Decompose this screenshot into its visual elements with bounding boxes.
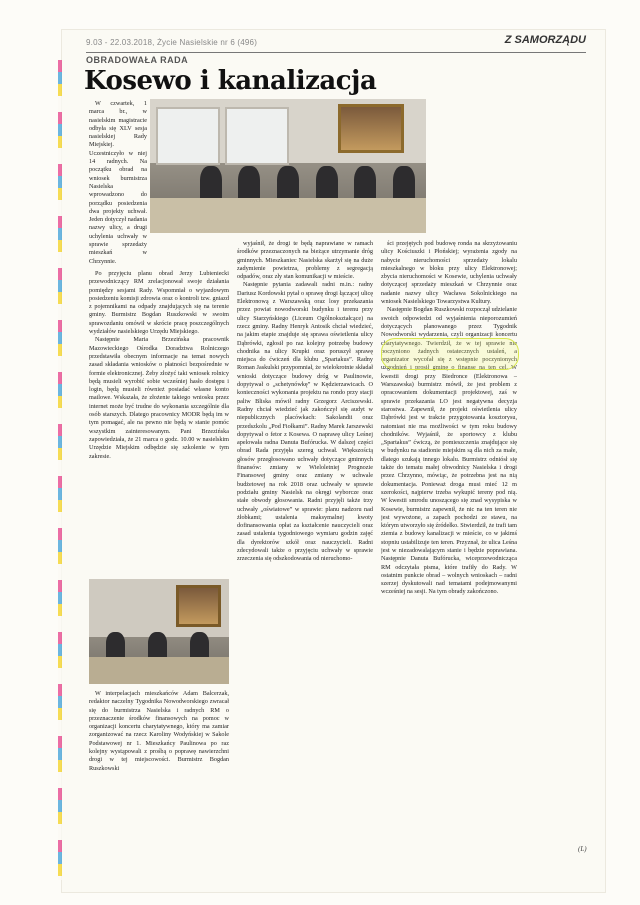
photo-table xyxy=(150,198,426,233)
photo-painting xyxy=(176,585,221,627)
photo-person xyxy=(354,166,376,201)
photo-person xyxy=(277,166,299,201)
article-column-1-body xyxy=(89,270,229,574)
section-name: Z SAMORZĄDU xyxy=(504,34,586,46)
paragraph: W interpelacjach mieszkańców Adam Balcerzak, redaktor naczelny Tygodnika Nowodworskiego zwracał się do burmistrza Nasielska i radnych RM o przeznaczenie środków finansowych na pomoc w organizacji koncertu charytatywnego, który ma zamiar zorganizować na rzecz Karoliny Wodyńskiej w Sakole Podstawowej nr 1. Mieszkańcy Paulinowa po raz kolejny wystąpowali z prośbą o poprawę nawierzchni drogi w tej miejscowości. Burmistrz Bogdan Ruszkowski xyxy=(89,690,229,772)
issue-date: 9.03 - 22.03.2018, Życie Nasielskie nr 6 (496) xyxy=(86,38,258,47)
photo-table xyxy=(89,657,229,684)
photo-window xyxy=(225,107,290,165)
photo-person xyxy=(190,632,210,659)
photo-person xyxy=(148,632,168,659)
paragraph: Następnie pytania zadawali radni m.in.: radny Dariusz Kordowski pytał o sprawę drogi łączącej ulicę Elektronową z Warszawską oraz losy przekazania przez powiat nowodworski budynku i terenu przy ulicy Starzyńskiego (Liceum Ogólnokształcące) na rzecz gminy. Radny Henryk Antosik chciał wiedzieć, na jakim etapie znajduje się sprawa oświetlenia ulicy Dąbrówki, zgłosił po raz kolejny potrzebę budowy chodnika na ulicy Krupki oraz poruszył sprawę miejsca do ćwiczeń dla klubu „Spartakus”. Radny Roman Jaskulski przypomniał, że wielokrotnie składał wnioski dotyczące budowy dróg w Paulinowie, dopytywał o „schetynówkę” w Kędzierzawicach. O konieczności wykonania projektu na rondo przy stacji paliw Bliska mówił radny Grzegorz Arciszewski. Radny chciał wiedzieć jak zakończył się audyt w niepublicznych placówkach: Sakolandii oraz przedszkolu „Pod Fiołkami”. Radny Marek Jarszewski dopytywał o fetor z Kosewa. O naprawę ulicy Leśnej apelowała radna Danuta Bufórucka. W dalszej części obrad Rada przyjęła szereg uchwał. Większością głosów przegłosowano uchwały dotyczące gminnych finansów: zmiany w Wieloletniej Prognozie Finansowej gminy oraz zmiany w uchwale budżetowej na rok 2018 oraz uchwały w sprawie podziału gminy Nasielsk na okręgi wyborcze oraz stałe obwody głosowania. Radni przyjęli także trzy uchwały „oświatowe” w sprawie: planu nadzoru nad żłobkami; ustalenia maksymalnej kwoty dofinansowania opłat za kształcenie nauczycieli oraz zasad ustalenia tygodniowego wymiaru godzin zajęć dla dyrektorów szkół oraz nauczycieli. Radni zdecydowali także o przyjęciu uchwały w sprawie zrzeczenia się odszkodowania od nieruchomo- xyxy=(237,281,373,563)
paragraph: wyjaśnił, że drogi te będą naprawiane w ramach środków przeznaczonych na bieżące utrzymanie dróg gminnych. Mieszkaniec Nasielska skarżył się na duże zadymienie powietrza, problemy z segregacją odpadów, oraz zły stan komunikacji w mieście. xyxy=(237,240,373,281)
paragraph: Po przyjęciu planu obrad Jerzy Lubieniecki przewodniczący RM zrelacjonował swoje działania pomiędzy sesjami Rady. Wspomniał o wyjazdowym posiedzeniu komisji zdrowia oraz o kontroli tzw. gniazd z pojemnikami na odpady znajdujących się na terenie gminy. Burmistrz Bogdan Ruszkowski w swoim sprawozdaniu omówił w skrócie pracę poszczególnych wydziałów nasielskiego Urzędu Miejskiego. xyxy=(89,270,229,336)
paragraph: ści przejętych pod budowę ronda na skrzyżowaniu ulicy Kościuszki i Płońskiej; wyrażenia zgody na nabycie nieruchomości sprzedaży lokalu mieszkalnego w bloku przy ulicy Elektronowej; zbycia nieruchomości w Kosewie, uchylenia uchwały dotyczącej sprzedaży mieszkań w Chrzynnie oraz nadanie nazwy ulicy Wacława Sokolnickiego na wniosek Nasielskiego Towarzystwa Kultury. xyxy=(381,240,517,306)
article-column-2 xyxy=(237,240,373,852)
article-kicker: OBRADOWAŁA RADA xyxy=(86,55,189,65)
article-column-3 xyxy=(381,240,517,840)
article-column-1-bottom xyxy=(89,690,229,850)
paragraph: Następnie Bogdan Ruszkowski rozpoczął udzielanie swoich odpowiedzi od wyjaśnienia nieporozumień dotyczących planowanego przez Tygodnik Nowodworski wydarzenia, czyli organizacji koncertu charytatywnego. Twierdził, że w tej sprawie nie poczyniono żadnych ostatecznych ustaleń, a organizator wycofał się z wstępnie poczynionych uzgodnień i prosił gminę o finanse na ten cel. W kwestii drogi przy Biedronce (Elektronowa – Warszawska) burmistrz mówił, że jest problem z opracowaniem dokumentacji projektowej, zaś w sprawie przekazania LO jest negatywna decyzja starostwa. Zapewnił, że projekt oświetlenia ulicy Dąbrówki jest w trakcie przygotowania kosztorysu, natomiast nie ma możliwości w tym roku budowy chodników. Wyjaśnił, że sportowcy z klubu „Spartakus” ćwiczą, że pomieszczenia znajdujące się w budynku na stadionie miejskim są dla nich za małe, dlatego szukają innego lokalu. Burmistrz odniósł się także do tematu małej obwodnicy Nasielska i drogi przez Chrzynno, mówiąc, że potrzebna jest na nią dokumentacja. Ponieważ droga musi mieć 12 m szerokości, najpierw trzeba wykupić tereny pod nią. W kwestii smrodu unoszącego się znad wysypiska w Kosewie, burmistrz zapewnił, że nic na ten teren nie jest wywożone, a zapach pochodzi ze stawu, na którym utworzyło się źródełko. Stwierdził, że trafi tam ziemia z budowy kanalizacji w mieście, co w jakimś stopniu ustabilizuje ten teren. Przyznał, że ulica Leśna jest w niezadowalającym stanie i będzie poprawiana. Następnie Danuta Bufórucka, wiceprzewodnicząca RM odczytała pisma, które trafiły do Rady. W ostatnim punkcie obrad – wolnych wnioskach – radni szerzej dyskutowali nad tematami podejmowanymi wcześniej na sesji. Na tym obrady zakończono. xyxy=(381,306,517,596)
paragraph: W czwartek, 1 marca br., w nasielskim magistracie odbyła się XLV sesja nasielskiej Rady Miejskiej. Uczestniczyło w niej 14 radnych. Na początku obrad na wniosek burmistrza Nasielska wprowadzono do porządku posiedzenia dwa projekty uchwał. Jeden dotyczył nadania nazwy ulicy, a drugi uchylenia uchwały w sprawie sprzedaży mieszkań w Chrzynnie. xyxy=(89,100,147,265)
photo-person xyxy=(393,166,415,201)
highlighter-mark xyxy=(381,338,519,370)
photo-person xyxy=(316,166,338,201)
session-photo-bottom xyxy=(89,579,229,684)
photo-window xyxy=(156,107,221,165)
photo-person xyxy=(238,166,260,201)
color-calibration-strip xyxy=(58,60,62,880)
article-title: Kosewo i kanalizacja xyxy=(84,66,377,96)
photo-person xyxy=(106,632,126,659)
paragraph: Następnie Maria Brzezińska pracownik Mazowieckiego Ośrodka Doradztwa Rolniczego przedstawiła obecnym informacje na temat nowych zasad składania wniosków o płatności bezpośrednie w formie elektronicznej. Żeby złożyć taki wniosek rolnicy będą musieli wyrobić sobie wcześniej hasło dostępu i login, będą musieli również posiadać własne konto mailowe. Wskazała, że złożenie takiego wniosku przez internet może być trudne do wykonania szczególnie dla osób starszych. Dlatego pracownicy MODR będą im w tym pomagać, ale na pewno nie będą w stanie pomóc wszystkim zainteresowanym. Pani Brzezińska zapowiedziała, że 21 marca o godz. 10.00 w nasielskim Urzędzie Miejskim odbędzie się szkolenie w tym zakresie. xyxy=(89,336,229,460)
photo-painting xyxy=(338,104,405,153)
author-signature: (L) xyxy=(578,845,587,853)
photo-person xyxy=(200,166,222,201)
page-header-bar xyxy=(86,36,586,53)
session-photo-top xyxy=(150,99,426,233)
article-column-1-top xyxy=(89,100,147,268)
